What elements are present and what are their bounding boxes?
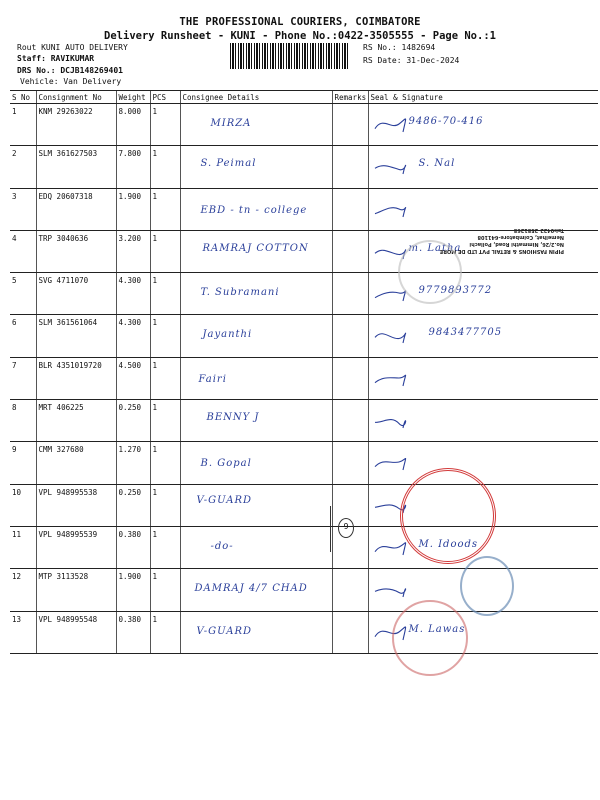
drs-label: DRS No.:	[17, 66, 56, 75]
cell-weight: 1.270	[116, 442, 150, 484]
handwritten-signature: M. Idoods	[418, 538, 479, 550]
cell-consignee	[180, 611, 332, 653]
staff-label: Staff:	[17, 54, 46, 63]
cell-seal-signature	[368, 146, 598, 188]
cell-seal-signature	[368, 357, 598, 399]
signature-scribble-icon	[373, 448, 573, 476]
handwritten-consignee: DAMRAJ 4/7 CHAD	[194, 583, 308, 595]
cell-weight: 7.800	[116, 146, 150, 188]
handwritten-signature: 9843477705	[428, 327, 503, 339]
runsheet-title: Delivery Runsheet - KUNI - Phone No.:0422-3505555 - Page No.:1	[104, 30, 496, 42]
signature-scribble-icon	[373, 364, 573, 392]
cell-seal-signature	[368, 400, 598, 442]
cell-consignee	[180, 273, 332, 315]
handwritten-consignee: B. Gopal	[200, 458, 252, 470]
cell-consignment-no: MTP 3113528	[36, 569, 116, 611]
staff-value: RAVIKUMAR	[50, 54, 95, 63]
table-row	[10, 611, 598, 653]
cell-consignee	[180, 230, 332, 272]
cell-sno: 10	[10, 484, 36, 526]
cell-pcs: 1	[150, 442, 180, 484]
cell-consignment-no: MRT 406225	[36, 400, 116, 442]
round-red-stamp	[400, 468, 496, 564]
remark-line	[330, 506, 331, 552]
cell-remarks	[332, 104, 368, 146]
handwritten-consignee: -do-	[210, 540, 234, 552]
cell-pcs: 1	[150, 400, 180, 442]
cell-weight: 0.250	[116, 484, 150, 526]
cell-remarks	[332, 273, 368, 315]
rs-date: RS Date: 31-Dec-2024	[363, 56, 460, 65]
cell-remarks	[332, 611, 368, 653]
route-line: Rout KUNI AUTO DELIVERY	[17, 43, 128, 52]
cell-pcs: 1	[150, 569, 180, 611]
cell-pcs: 1	[150, 526, 180, 568]
cell-consignment-no: SLM 361627503	[36, 146, 116, 188]
cell-consignment-no: SVG 4711070	[36, 273, 116, 315]
cell-consignment-no: EDQ 20607318	[36, 188, 116, 230]
signature-scribble-icon	[373, 406, 573, 434]
cell-consignee	[180, 400, 332, 442]
cell-weight: 1.900	[116, 188, 150, 230]
cell-weight: 4.300	[116, 315, 150, 357]
col-sno: S No	[10, 91, 36, 104]
cell-pcs: 1	[150, 188, 180, 230]
table-row	[10, 104, 598, 146]
cell-weight: 4.500	[116, 357, 150, 399]
stamp-line-3: Tel:0422-2581268	[513, 227, 564, 233]
cell-consignment-no: BLR 4351019720	[36, 357, 116, 399]
cell-weight: 0.380	[116, 526, 150, 568]
drs-value: DCJB148269401	[60, 66, 123, 75]
round-blue-stamp	[460, 556, 514, 616]
cell-seal-signature	[368, 104, 598, 146]
drs-line	[17, 66, 123, 76]
round-faint-red-stamp	[392, 600, 468, 676]
cell-remarks	[332, 569, 368, 611]
cell-sno: 7	[10, 357, 36, 399]
company-title: THE PROFESSIONAL COURIERS, COIMBATORE	[179, 16, 421, 28]
handwritten-signature: M. Lawas	[408, 623, 466, 635]
cell-sno: 12	[10, 569, 36, 611]
handwritten-signature: S. Nal	[418, 158, 456, 170]
cell-sno: 8	[10, 400, 36, 442]
cell-remarks	[332, 357, 368, 399]
col-pcs: PCS	[150, 91, 180, 104]
cell-remarks	[332, 188, 368, 230]
handwritten-signature: 9486-70-416	[408, 116, 484, 127]
cell-seal-signature	[368, 442, 598, 484]
cell-consignment-no: SLM 361561064	[36, 315, 116, 357]
cell-consignee	[180, 104, 332, 146]
cell-sno: 11	[10, 526, 36, 568]
cell-weight: 1.900	[116, 569, 150, 611]
cell-seal-signature	[368, 315, 598, 357]
signature-scribble-icon	[373, 195, 573, 223]
cell-consignment-no: KNM 29263022	[36, 104, 116, 146]
cell-consignee	[180, 526, 332, 568]
table-row	[10, 273, 598, 315]
cell-sno: 3	[10, 188, 36, 230]
table-row	[10, 315, 598, 357]
cell-consignee	[180, 357, 332, 399]
cell-sno: 1	[10, 104, 36, 146]
cell-consignee	[180, 442, 332, 484]
handwritten-consignee: Fairi	[198, 373, 227, 385]
handwritten-signature: m. Latha	[408, 242, 462, 254]
table-header-row	[10, 91, 598, 104]
table-row	[10, 146, 598, 188]
remark-mark: 9	[338, 518, 354, 538]
stamp-line-1: No.2/26, Nimmathi Road, Pollachi	[469, 241, 564, 247]
cell-weight: 8.000	[116, 104, 150, 146]
cell-pcs: 1	[150, 357, 180, 399]
signature-scribble-icon	[373, 321, 573, 349]
staff-line	[17, 54, 94, 64]
table-row	[10, 400, 598, 442]
col-weight: Weight	[116, 91, 150, 104]
cell-pcs: 1	[150, 484, 180, 526]
cell-pcs: 1	[150, 230, 180, 272]
cell-pcs: 1	[150, 315, 180, 357]
cell-consignment-no: CMM 327680	[36, 442, 116, 484]
handwritten-consignee: S. Peimal	[200, 158, 257, 170]
cell-remarks	[332, 146, 368, 188]
col-seal: Seal & Signature	[368, 91, 598, 104]
cell-pcs: 1	[150, 273, 180, 315]
cell-remarks	[332, 400, 368, 442]
col-remarks: Remarks	[332, 91, 368, 104]
handwritten-consignee: RAMRAJ COTTON	[202, 242, 309, 254]
rs-number: RS No.: 1482694	[363, 43, 436, 52]
handwritten-consignee: V-GUARD	[196, 625, 253, 637]
cell-pcs: 1	[150, 611, 180, 653]
table-row	[10, 357, 598, 399]
handwritten-consignee: V-GUARD	[196, 494, 253, 506]
stamp-title: PIPIN FASHIONS & RETAIL PVT LTD DE MORE	[439, 248, 564, 254]
cell-sno: 2	[10, 146, 36, 188]
cell-consignee	[180, 484, 332, 526]
cell-consignee	[180, 569, 332, 611]
cell-remarks	[332, 230, 368, 272]
col-consignee: Consignee Details	[180, 91, 332, 104]
stamp-line-2: Nemelhat, Coimbatore-641108	[477, 234, 564, 240]
cell-consignee	[180, 315, 332, 357]
signature-scribble-icon	[373, 110, 573, 138]
cell-consignee	[180, 146, 332, 188]
cell-weight: 0.250	[116, 400, 150, 442]
cell-sno: 4	[10, 230, 36, 272]
cell-remarks	[332, 315, 368, 357]
cell-pcs: 1	[150, 104, 180, 146]
cell-pcs: 1	[150, 146, 180, 188]
cell-consignment-no: VPL 948995548	[36, 611, 116, 653]
handwritten-consignee: BENNY J	[206, 412, 260, 424]
handwritten-consignee: Jayanthi	[202, 329, 253, 341]
barcode	[230, 43, 350, 69]
cell-weight: 0.380	[116, 611, 150, 653]
cell-weight: 4.300	[116, 273, 150, 315]
cell-consignment-no: VPL 948995539	[36, 526, 116, 568]
cell-sno: 5	[10, 273, 36, 315]
handwritten-consignee: EBD - tn - college	[200, 204, 308, 216]
cell-sno: 9	[10, 442, 36, 484]
signature-scribble-icon	[373, 152, 573, 180]
cell-consignment-no: TRP 3040636	[36, 230, 116, 272]
vehicle-line: Vehicle: Van Delivery	[20, 77, 122, 86]
handwritten-consignee: MIRZA	[210, 118, 252, 129]
cell-sno: 13	[10, 611, 36, 653]
table-row	[10, 484, 598, 526]
cell-remarks	[332, 442, 368, 484]
table-row	[10, 442, 598, 484]
table-row	[10, 526, 598, 568]
handwritten-consignee: T. Subramani	[200, 287, 280, 299]
cell-sno: 6	[10, 315, 36, 357]
col-consignment: Consignment No	[36, 91, 116, 104]
cell-consignment-no: VPL 948995538	[36, 484, 116, 526]
handwritten-signature: 9779893772	[418, 285, 493, 297]
faint-round-stamp	[398, 240, 462, 304]
cell-weight: 3.200	[116, 230, 150, 272]
cell-consignee	[180, 188, 332, 230]
